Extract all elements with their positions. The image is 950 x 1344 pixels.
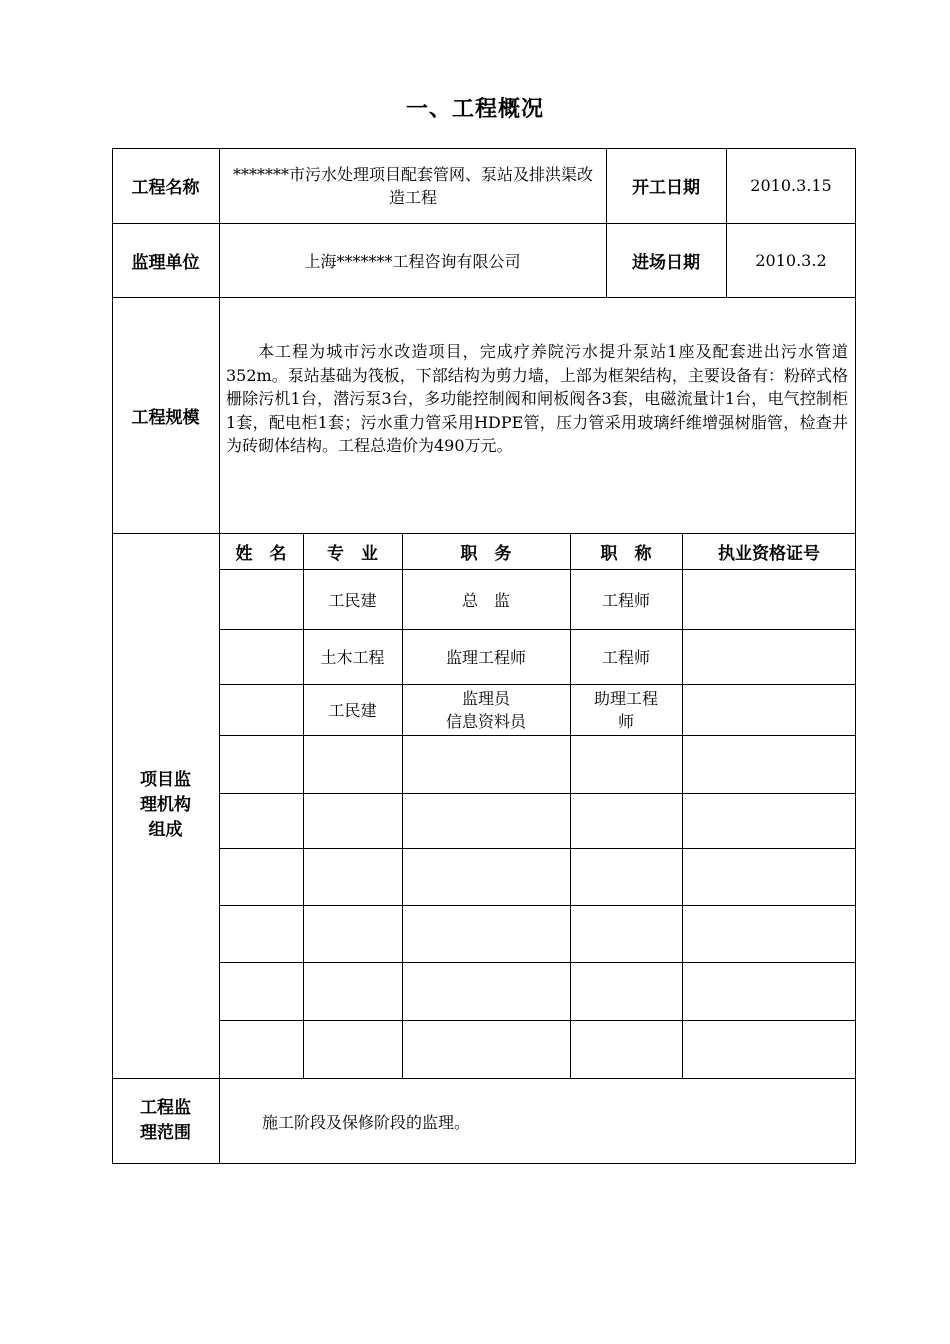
organization-label: 项目监理机构组成 (140, 770, 191, 840)
entry-date-value: 2010.3.2 (755, 250, 827, 270)
staff-cell-specialty: 土木工程 (320, 648, 385, 667)
header-name: 姓 名 (235, 543, 287, 564)
header-title: 职 称 (600, 543, 652, 564)
staff-row-divider (219, 735, 856, 736)
staff-cell-specialty: 工民建 (328, 590, 377, 610)
staff-cell-position: 总 监 (461, 590, 510, 610)
col-divider (219, 148, 220, 1164)
row-divider (112, 297, 856, 298)
staff-row-divider (219, 905, 856, 906)
entry-date-label: 进场日期 (632, 252, 700, 273)
staff-row-divider (219, 1020, 856, 1021)
scope-text: 施工阶段及保修阶段的监理。 (262, 1113, 471, 1132)
start-date-value: 2010.3.15 (750, 176, 832, 195)
col-divider (682, 533, 683, 1078)
page-title: 一、工程概况 (405, 97, 544, 122)
project-name-label: 工程名称 (131, 178, 200, 198)
staff-cell-title: 工程师 (601, 648, 650, 667)
project-name-value: *******市污水处理项目配套管网、泵站及排洪渠改造工程 (232, 164, 593, 207)
header-license: 执业资格证号 (718, 543, 820, 564)
project-scale-label: 工程规模 (131, 407, 200, 428)
staff-row-divider (219, 793, 856, 794)
supervisor-label: 监理单位 (131, 252, 200, 273)
header-specialty: 专 业 (327, 543, 378, 564)
row-divider (112, 1078, 856, 1079)
supervisor-value: 上海*******工程咨询有限公司 (304, 251, 521, 271)
staff-cell-title: 工程师 (601, 590, 650, 610)
header-position: 职 务 (460, 543, 512, 564)
staff-cell-specialty: 工民建 (328, 701, 377, 720)
staff-cell-title: 助理工程 师 (593, 688, 658, 731)
staff-row-divider (219, 848, 856, 849)
staff-cell-position: 监理员 信息资料员 (445, 688, 526, 731)
staff-cell-position: 监理工程师 (445, 648, 526, 667)
staff-row-divider (219, 962, 856, 963)
start-date-label: 开工日期 (632, 178, 700, 198)
project-scale-text: 本工程为城市污水改造项目，完成疗养院污水提升泵站1座及配套进出污水管道352m。泵站基础为筏板，下部结构为剪力墙，上部为框架结构，主要设备有：粉碎式格栅除污机1台，潜污泵3台，多功能控制阀和闸板阀各3套，电磁流量计1台，电气控制柜1套，配电柜1套；污水重力管采用HDPE管，压力管采用玻璃纤维增强树脂管，检查井为砖砌体结构。工程总造价为490万元。 (226, 342, 848, 455)
scope-label: 工程监理范围 (140, 1098, 191, 1143)
